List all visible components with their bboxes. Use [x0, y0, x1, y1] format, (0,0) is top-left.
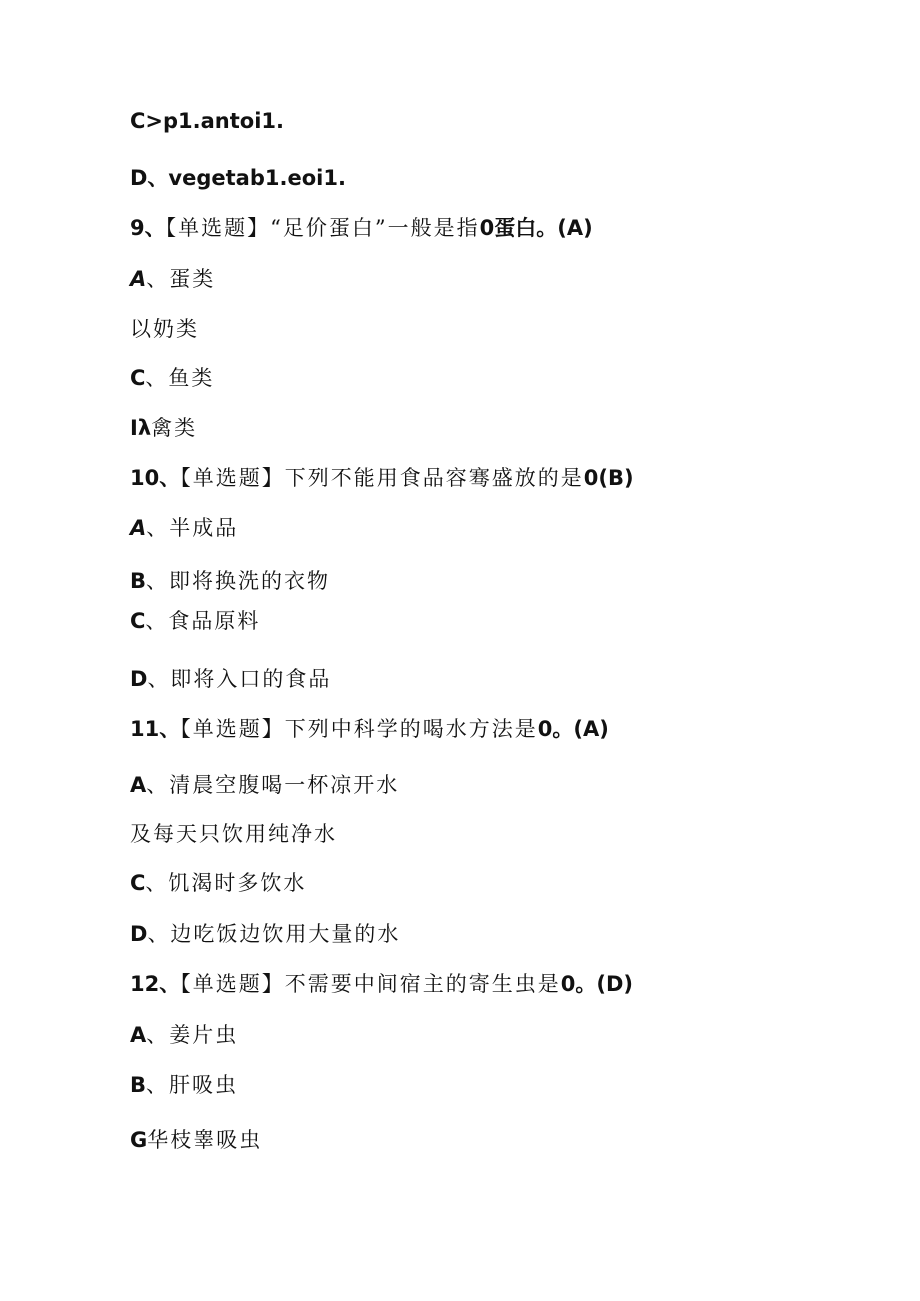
- question-text: 【单选题】下列中科学的喝水方法是: [180, 717, 538, 741]
- question-10: [130, 465, 634, 491]
- option-text: 及每天只饮用纯净水: [130, 822, 337, 846]
- option-d: [130, 666, 331, 692]
- question-11: [130, 716, 609, 742]
- option-text: 、肝吸虫: [146, 1073, 239, 1097]
- question-number: 9、: [130, 216, 166, 240]
- option-label: A: [130, 1023, 147, 1047]
- option-a: [130, 1022, 238, 1048]
- option-c: [130, 1127, 262, 1153]
- option-d-line: [130, 165, 346, 191]
- option-a: [130, 266, 215, 292]
- option-text: 禽类: [151, 416, 198, 440]
- option-label: A: [130, 267, 147, 291]
- option-text: 、即将入口的食品: [147, 667, 332, 691]
- option-label: B: [130, 1073, 147, 1097]
- option-text: 、鱼类: [145, 366, 215, 390]
- question-answer: 0。(D): [560, 972, 633, 996]
- question-12: [130, 971, 633, 997]
- option-text: 、蛋类: [146, 267, 216, 291]
- option-label: D: [130, 922, 148, 946]
- question-text: 【单选题】不需要中间宿主的寄生虫是: [180, 972, 561, 996]
- option-d: [130, 921, 400, 947]
- question-text: 【单选题】下列不能用食品容骞盛放的是: [180, 466, 584, 490]
- option-c: [130, 365, 214, 391]
- question-number: 12、: [130, 972, 181, 996]
- option-label: B: [130, 569, 147, 593]
- option-c: [130, 608, 260, 634]
- option-text: 、半成品: [146, 516, 239, 540]
- option-label: C: [130, 609, 146, 633]
- question-9: [130, 215, 593, 241]
- question-answer: 0(B): [583, 466, 634, 490]
- line-prefix: C>p1.antoi1.: [130, 109, 285, 133]
- option-b: [130, 568, 330, 594]
- option-text: 、食品原料: [145, 609, 261, 633]
- question-text: 【单选题】“足价蛋白”一般是指: [165, 216, 480, 240]
- line-prefix: D、vegetab1.eoi1.: [130, 166, 346, 190]
- option-d: [130, 415, 197, 441]
- option-b: [130, 1072, 238, 1098]
- option-text: 、边吃饭边饮用大量的水: [147, 922, 401, 946]
- question-answer: 0蛋白。(A): [479, 216, 593, 240]
- option-c-line: [130, 108, 284, 134]
- option-text: 、清晨空腹喝一杯凉开水: [146, 773, 400, 797]
- option-text: 以奶类: [130, 317, 199, 341]
- option-label: A: [130, 773, 147, 797]
- option-label: D: [130, 667, 148, 691]
- option-label: G: [130, 1128, 148, 1152]
- option-text: 、即将换洗的衣物: [146, 569, 331, 593]
- option-text: 、饥渴时多饮水: [145, 871, 307, 895]
- option-c: [130, 870, 306, 896]
- option-a: [130, 772, 399, 798]
- question-number: 10、: [130, 466, 181, 490]
- question-answer: 0。(A): [537, 717, 609, 741]
- option-text: 华枝睾吸虫: [147, 1128, 263, 1152]
- option-label: C: [130, 366, 146, 390]
- option-b: [130, 821, 337, 847]
- option-a: [130, 515, 238, 541]
- option-b: [130, 316, 199, 342]
- option-label: Iλ: [130, 416, 152, 440]
- option-text: 、姜片虫: [146, 1023, 239, 1047]
- question-number: 11、: [130, 717, 181, 741]
- option-label: C: [130, 871, 146, 895]
- option-label: A: [130, 516, 147, 540]
